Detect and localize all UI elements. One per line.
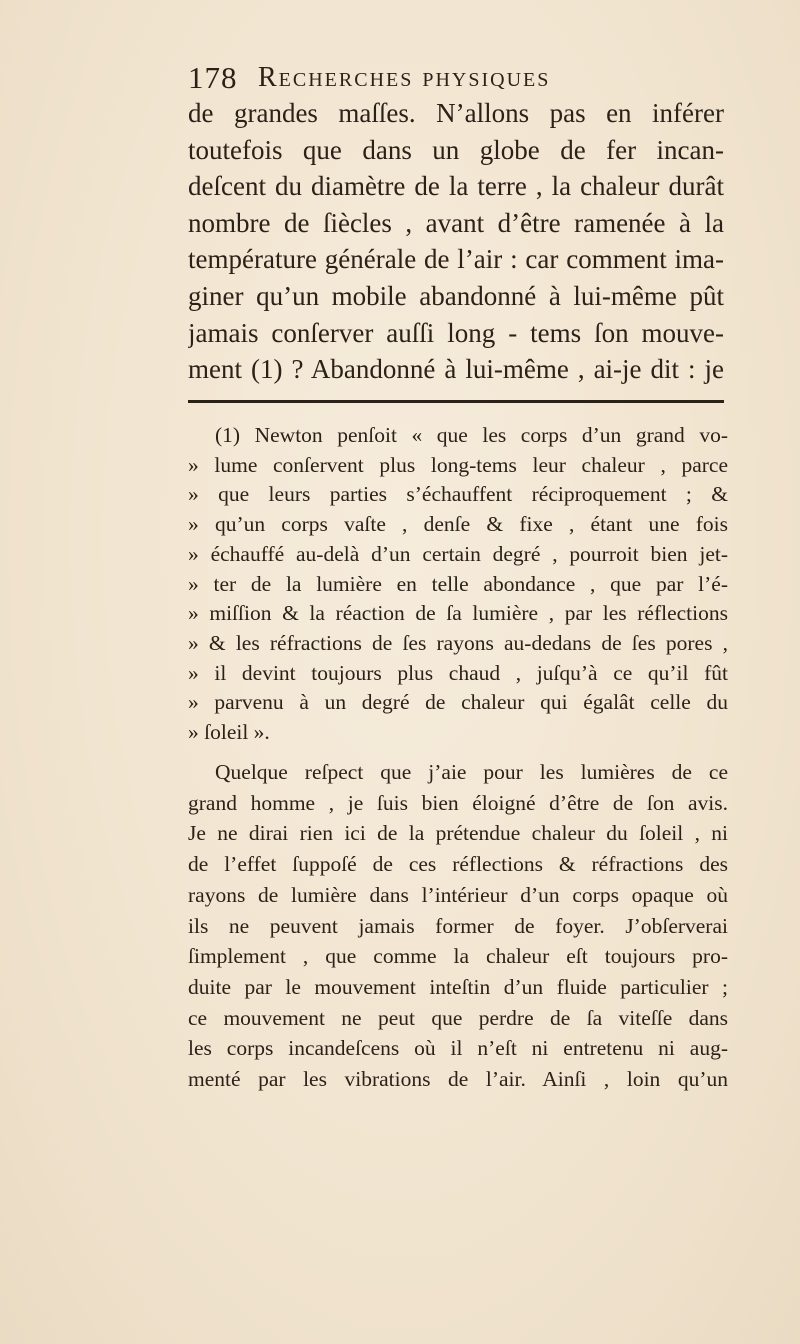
second-paragraph [188,757,728,1095]
footnote-line: » échauffé au-delà d’un certain degré , pourroit bien jet- [188,541,728,566]
footnote-line: » miſſion & la réaction de ſa lumière , par les réflections [188,601,728,626]
text-line: ſimplement , que comme la chaleur eſt toujours pro- [188,944,728,969]
text-line: température générale de l’air : car comment ima- [188,244,724,275]
text-line: menté par les vibrations de l’air. Ainſi , loin qu’un [188,1067,728,1092]
text-line: de l’effet ſuppoſé de ces réflections & réfractions des [188,852,728,877]
footnote-line: » lume conſervent plus long-tems leur chaleur , parce [188,452,728,477]
text-line: Quelque reſpect que j’aie pour les lumières de ce [215,760,728,784]
footnote-line: » qu’un corps vaſte , denſe & fixe , étant une fois [188,512,728,537]
text-line: giner qu’un mobile abandonné à lui-même pût [188,280,724,311]
text-line: duite par le mouvement inteſtin d’un fluide particulier ; [188,974,728,999]
text-line: Je ne dirai rien ici de la prétendue chaleur du ſoleil , ni [188,821,728,846]
text-line: grand homme , je ſuis bien éloigné d’être de ſon avis. [188,790,728,815]
footnote [188,421,728,748]
text-line: ce mouvement ne peut que perdre de ſa viteſſe dans [188,1005,728,1030]
footnote-line: » ſoleil ». [188,720,270,745]
text-line: de grandes maſſes. N’allons pas en inférer [188,98,724,128]
footnote-line: » que leurs parties s’échauffent réciproquement ; & [188,482,728,507]
page-number: 178 [188,60,238,95]
text-line: rayons de lumière dans l’intérieur d’un corps opaque où [188,882,728,907]
text-line: ment (1) ? Abandonné à lui-même , ai-je dit : je [188,354,724,385]
text-line: jamais conſerver auſſi long - tems ſon mouve- [188,317,724,348]
running-head: Recherches physiques [258,62,551,93]
text-line: deſcent du diamètre de la terre , la chaleur durât [188,171,724,202]
page-header [188,60,738,100]
footnote-line: » & les réfractions de ſes rayons au-dedans de ſes pores , [188,630,728,655]
footnote-line: » ter de la lumière en telle abondance , que par l’é- [188,571,728,596]
text-line: toutefois que dans un globe de fer incan- [188,134,724,165]
text-line: ils ne peuvent jamais former de foyer. J’obſerverai [188,913,728,938]
footnote-line: (1) Newton penſoit « que les corps d’un grand vo- [215,423,728,447]
footnote-line: » parvenu à un degré de chaleur qui égalât celle du [188,690,728,715]
footnote-divider [188,400,724,403]
main-paragraph [188,95,724,388]
text-line: les corps incandeſcens où il n’eſt ni entretenu ni aug- [188,1036,728,1061]
footnote-line: » il devint toujours plus chaud , juſqu’à ce qu’il fût [188,660,728,685]
text-line: nombre de ſiècles , avant d’être ramenée à la [188,207,724,238]
